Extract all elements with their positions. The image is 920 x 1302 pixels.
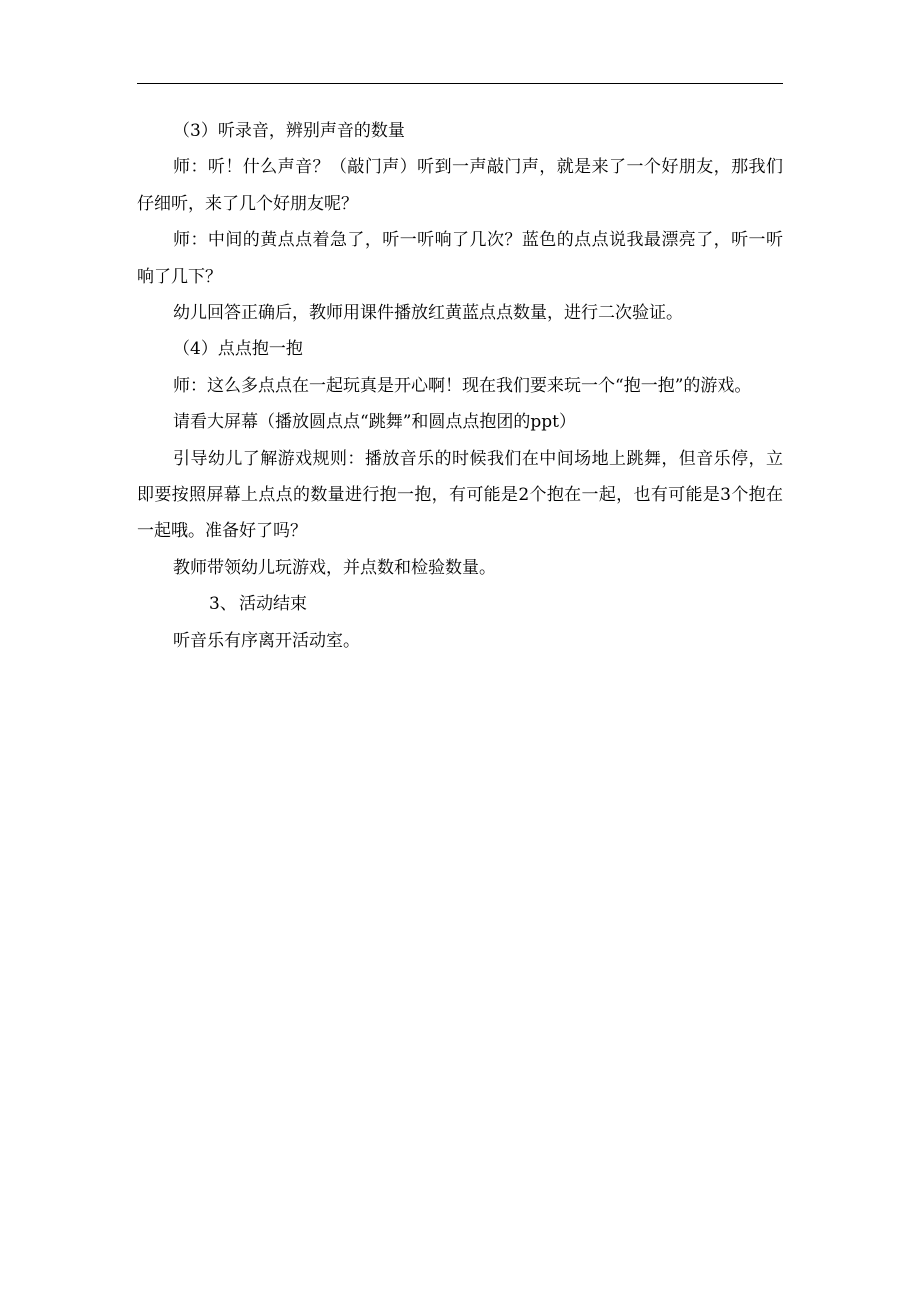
subsection-heading-4: （4）点点抱一抱 [173,339,303,360]
header-rule [137,83,783,84]
paragraph-teacher-yellow-dot: 师：中间的黄点点着急了，听一听响了几次？蓝色的点点说我最漂亮了，听一听响了几下？ [137,230,783,287]
document-body [137,113,783,659]
paragraph-teacher-listen: 师：听！什么声音？（敲门声）听到一声敲门声，就是来了一个好朋友，那我们仔细听，来了几个好朋友呢？ [137,157,783,214]
subsection-heading-3: （3）听录音，辨别声音的数量 [173,121,405,141]
section-title: 活动结束 [239,594,307,615]
paragraph-teacher-hug-game: 师：这么多点点在一起玩真是开心啊！现在我们要来玩一个“抱一抱”的游戏。 [173,375,752,396]
section-number: 3、 [209,594,237,615]
paragraph-game-rules: 引导幼儿了解游戏规则：播放音乐的时候我们在中间场地上跳舞，但音乐停，立即要按照屏幕上点点的数量进行抱一抱，有可能是2个抱在一起，也有可能是3个抱在一起哦。准备好了吗？ [137,448,783,542]
paragraph-big-screen: 请看大屏幕（播放圆点点“跳舞”和圆点点抱团的ppt） [173,412,576,433]
paragraph-closing: 听音乐有序离开活动室。 [173,630,360,651]
paragraph-verification: 幼儿回答正确后，教师用课件播放红黄蓝点点数量，进行二次验证。 [173,303,683,324]
section-heading-3 [137,586,783,622]
paragraph-teacher-leads-game: 教师带领幼儿玩游戏，并点数和检验数量。 [173,557,496,578]
